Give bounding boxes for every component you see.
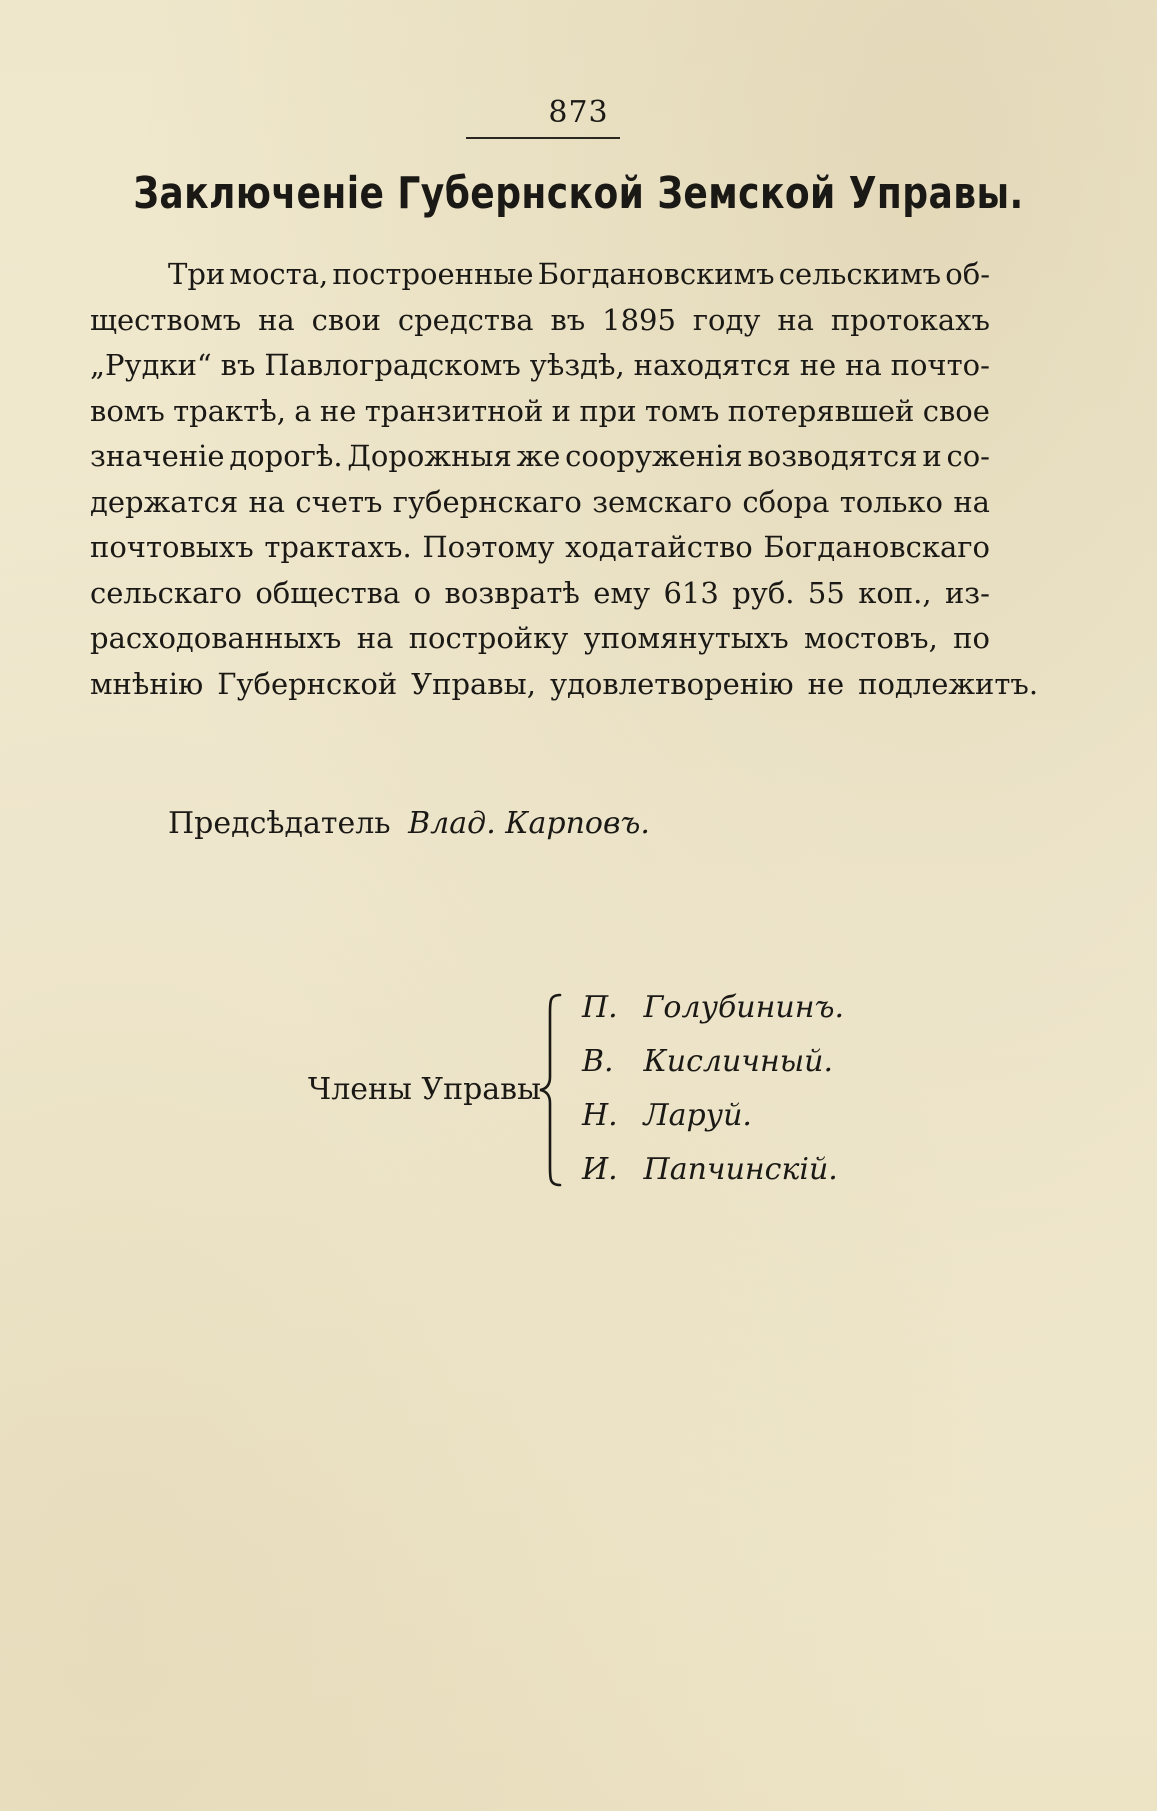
paragraph-word: свое xyxy=(922,393,990,428)
member-initial: П. xyxy=(582,990,618,1025)
paragraph-word: при xyxy=(579,393,637,428)
paragraph-word: Губернской xyxy=(217,666,398,701)
paragraph-word: 55 xyxy=(807,575,845,610)
paragraph-line xyxy=(90,480,990,526)
paragraph-word: Богдановскаго xyxy=(763,530,990,564)
paragraph-word: году xyxy=(692,302,761,337)
paragraph-word: на xyxy=(845,348,882,382)
paragraph-word: не xyxy=(799,348,837,382)
paragraph-word: из- xyxy=(944,575,990,610)
page-number: 873 xyxy=(548,95,609,130)
member-item xyxy=(582,990,844,1044)
member-item xyxy=(582,1044,844,1098)
member-surname: Голубининъ. xyxy=(643,990,844,1025)
paragraph-word: ходатайство xyxy=(565,530,753,564)
paragraph-word: упомянутыхъ xyxy=(583,621,789,655)
paragraph-word: коп., xyxy=(858,575,932,610)
paragraph-line xyxy=(90,389,990,435)
paragraph-word: постройку xyxy=(408,621,569,655)
chairman-title: Предсѣдатель xyxy=(168,806,391,841)
paragraph-word: только xyxy=(839,484,943,519)
paragraph-line xyxy=(90,298,990,344)
paragraph-word: уѣздѣ, xyxy=(529,348,625,382)
paragraph-word: сельскимъ xyxy=(778,257,942,291)
paragraph-word: возвратѣ xyxy=(444,575,580,610)
member-surname: Кисличный. xyxy=(643,1044,834,1079)
paragraph-word: почто- xyxy=(890,348,990,382)
paragraph-word: средства xyxy=(397,302,534,337)
paragraph-word: губернскаго xyxy=(392,484,582,519)
paragraph-line xyxy=(90,343,990,389)
body-paragraph xyxy=(90,252,1039,707)
paragraph-line xyxy=(90,252,990,298)
paragraph-word: ществомъ xyxy=(90,302,242,337)
member-item xyxy=(582,1098,844,1152)
paragraph-word: находятся xyxy=(633,348,791,382)
chairman-signature: Влад. Карповъ. xyxy=(408,806,650,841)
chairman-signature-block xyxy=(168,806,650,841)
paragraph-word: держатся xyxy=(90,484,239,519)
paragraph-word: сельскаго xyxy=(90,575,242,610)
paragraph-word: „Рудки“ xyxy=(90,348,212,382)
paragraph-word: мостовъ, xyxy=(804,621,938,655)
paragraph-word: Богдановскимъ xyxy=(537,257,775,291)
paragraph-word: же xyxy=(516,439,561,473)
paragraph-word: Павлоградскомъ xyxy=(264,348,521,382)
paragraph-word: 613 xyxy=(663,575,719,610)
paragraph-word: о xyxy=(413,575,432,610)
paragraph-line xyxy=(90,525,990,571)
paragraph-word: со- xyxy=(946,439,990,473)
member-initial: В. xyxy=(582,1044,614,1079)
paragraph-word: мнѣнію xyxy=(90,666,204,701)
paragraph-word: не xyxy=(319,393,357,428)
curly-brace-icon xyxy=(538,993,564,1187)
paragraph-word: возводятся xyxy=(747,439,918,473)
paragraph-word: трактахъ. xyxy=(264,530,412,564)
member-surname: Папчинскій. xyxy=(643,1152,838,1187)
paragraph-word: и xyxy=(551,393,571,428)
paragraph-word: на xyxy=(777,302,814,337)
paragraph-word: по xyxy=(953,621,990,655)
members-label: Члены Управы xyxy=(308,1072,541,1107)
paragraph-line xyxy=(90,616,990,662)
paragraph-word: об- xyxy=(945,257,990,291)
paragraph-word: транзитной xyxy=(364,393,544,428)
paragraph-word: удовлетворенію xyxy=(549,666,794,701)
paragraph-word: потерявшей xyxy=(727,393,915,428)
paragraph-word: счетъ xyxy=(295,484,383,519)
member-initial: И. xyxy=(582,1152,618,1187)
paragraph-word: вомъ xyxy=(90,393,165,428)
paragraph-word: Управы, xyxy=(411,666,536,701)
paragraph-word: сбора xyxy=(742,484,830,519)
paragraph-word: руб. xyxy=(732,575,795,610)
paragraph-word: сооруженія xyxy=(565,439,743,473)
paragraph-word: ему xyxy=(593,575,651,610)
paragraph-word: моста, xyxy=(229,257,329,291)
paragraph-word: свои xyxy=(311,302,381,337)
paragraph-word: не xyxy=(807,666,845,701)
paragraph-word: земскаго xyxy=(592,484,733,519)
paragraph-word: на xyxy=(258,302,295,337)
paragraph-word: дорогѣ. xyxy=(229,439,343,473)
paragraph-word: расходованныхъ xyxy=(90,621,342,655)
paragraph-line xyxy=(90,434,990,480)
paragraph-word: трактѣ, xyxy=(173,393,286,428)
member-surname: Ларуй. xyxy=(643,1098,752,1133)
paragraph-word: значеніе xyxy=(90,439,225,473)
paragraph-word: и xyxy=(922,439,942,473)
paragraph-word: общества xyxy=(255,575,401,610)
paragraph-word: на xyxy=(953,484,990,519)
paragraph-word: на xyxy=(356,621,394,655)
paragraph-word: 1895 xyxy=(602,302,676,337)
paragraph-line xyxy=(90,571,990,617)
paragraph-word: а xyxy=(294,393,312,428)
paragraph-word: подлежитъ. xyxy=(858,666,1039,701)
paragraph-word: въ xyxy=(220,348,256,382)
paragraph-word: на xyxy=(248,484,286,519)
member-initial: Н. xyxy=(582,1098,618,1133)
paragraph-word: протокахъ xyxy=(830,302,990,337)
page-number-rule xyxy=(466,137,620,139)
paragraph-word: томъ xyxy=(644,393,720,428)
paragraph-word: почтовыхъ xyxy=(90,530,254,564)
paragraph-word: построенные xyxy=(332,257,534,291)
paragraph-word: въ xyxy=(550,302,586,337)
paragraph-word: Поэтому xyxy=(422,530,555,564)
document-heading: Заключеніе Губернской Земской Управы. xyxy=(133,168,1024,219)
members-list xyxy=(582,990,844,1206)
paragraph-word: Три xyxy=(168,257,226,291)
paragraph-word: Дорожныя xyxy=(347,439,512,473)
member-item xyxy=(582,1152,844,1206)
paragraph-line xyxy=(90,662,1039,708)
